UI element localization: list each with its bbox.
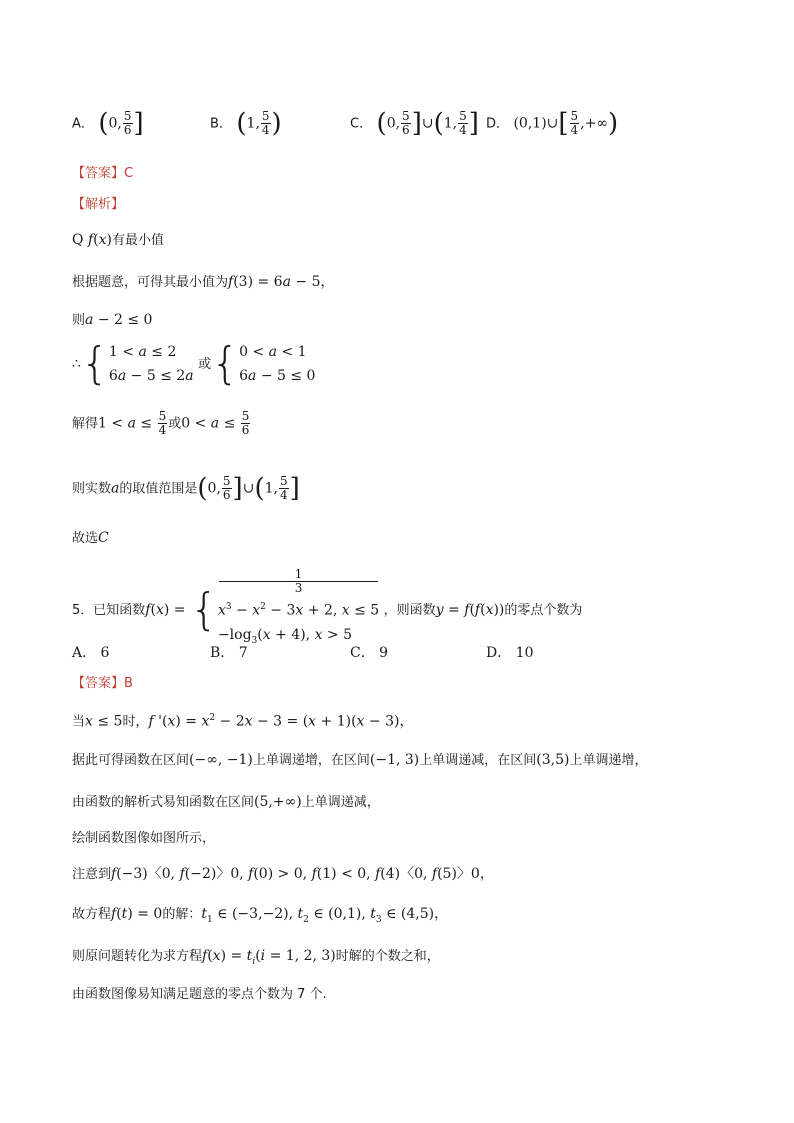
analysis-line-7: 故选C [72, 530, 109, 546]
option-c-label: C． [350, 116, 373, 132]
analysis-tag: 【解析】 [72, 197, 125, 212]
q5-answer-tag: 【答案】B [72, 676, 133, 691]
analysis-line-3: 则a − 2 ≤ 0 [72, 312, 153, 328]
option-b-label: B． [210, 116, 232, 132]
analysis-line-1: Q f(x)有最小值 [72, 232, 164, 248]
option-a: A． (0, $\frac{5}{6}$ ] [72, 108, 144, 139]
analysis-line-6: 则实数a的取值范围是(0, $\frac{5}{6}$ ]∪(1, $\frac{5}{4}$ ] [72, 473, 300, 504]
q5-option-a: A． 6 [72, 645, 110, 661]
q5-option-c: C． 9 [350, 645, 389, 661]
answer-tag: 【答案】C [72, 166, 134, 181]
analysis-line-5: 解得1 < a ≤ $\frac{5}{4}$ 或0 < a ≤ $\frac{5}{6}$ [72, 409, 250, 437]
option-d: D． (0,1)∪[ $\frac{5}{4}$ ,+∞) [486, 108, 619, 139]
option-d-label: D． [486, 116, 510, 132]
q5-solution-1: 当x ≤ 5时，f '$(x) = x^2 - 2x - 3 = (x + 1)(x - 3)$， [72, 713, 414, 730]
q5-solution-6: 故方程f(t) = 0的解：$t_1$ ∈ (−3,−2), $t_2$ ∈ (0,1), $t_3$ ∈ (4,5)， [72, 906, 449, 925]
q5-solution-3: 由函数的解析式易知函数在区间(5,+∞)上单调递减， [72, 794, 380, 810]
option-c: C． (0, $\frac{5}{6}$ ]∪(1, $\frac{5}{4}$ ] [350, 108, 479, 139]
analysis-line-4: ∴{ 1 < a ≤ 2 6a − 5 ≤ 2a 或{ 0 < a < 1 6a − 5 ≤ 0 [72, 338, 316, 389]
q5-solution-4: 绘制函数图像如图所示， [72, 831, 216, 846]
q5-stem: 5．已知函数f(x) = { 1 3 $x^3 - x^2 - 3x + 2$, x ≤ 5 $-\log_3(x + 4)$, x > 5 ，则函数y = f(f(x))的零点个数为 [72, 567, 583, 646]
q5-option-d: D． 10 [486, 645, 534, 661]
q5-solution-5: 注意到f(−3)〈0, f(−2)〉0, f(0) > 0, f(1) < 0, f(4)〈0, f(5)〉0， [72, 866, 494, 882]
q5-solution-7: 则原问题转化为求方程$f(x) = t_i(i = 1$, 2, 3)时解的个数之和， [72, 948, 440, 967]
q5-option-b: B． 7 [210, 645, 248, 661]
option-b: B． (1, $\frac{5}{4}$ ) [210, 108, 282, 139]
option-a-label: A． [72, 116, 94, 132]
analysis-line-2: 根据题意，可得其最小值为f(3) = 6a − 5， [72, 274, 335, 290]
q5-solution-2: 据此可得函数在区间(−∞, −1)上单调递增，在区间(−1, 3)上单调递减，在区间(3,5)上单调递增， [72, 752, 648, 768]
q5-solution-8: 由函数图像易知满足题意的零点个数为 7 个. [72, 987, 327, 1002]
